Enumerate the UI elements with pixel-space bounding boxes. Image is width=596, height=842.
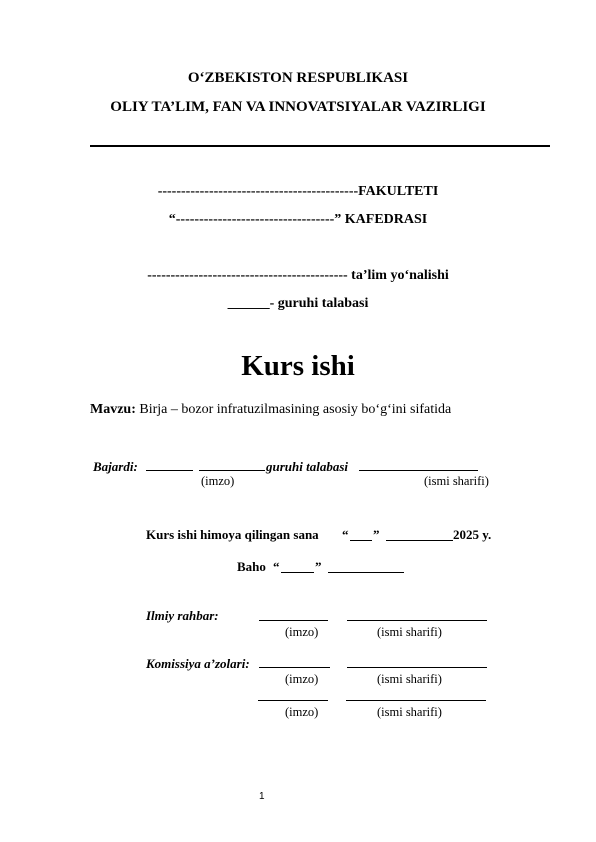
ministry-line-1: O‘ZBEKISTON RESPUBLIKASI [187, 70, 409, 86]
direction-line: ------------------------------------------- ta’lim yo‘nalishi [147, 268, 449, 283]
supervisor-name-blank [347, 620, 487, 621]
faculty-line: -------------------------------------------FAKULTETI [157, 184, 439, 199]
commission-sign-blank-2 [258, 700, 328, 701]
supervisor-name-caption: (ismi sharifi) [377, 625, 442, 639]
header-divider [90, 145, 550, 147]
commission-name-blank-1 [347, 667, 487, 668]
grade-value-blank [281, 572, 314, 573]
grade-quote-open: “ [273, 559, 280, 574]
defense-day-blank [350, 540, 372, 541]
commission-name-caption-2: (ismi sharifi) [377, 705, 442, 719]
commission-name-caption-1: (ismi sharifi) [377, 672, 442, 686]
executor-sign-caption: (imzo) [201, 474, 235, 488]
supervisor-sign-caption: (imzo) [285, 625, 319, 639]
page-number: 1 [259, 791, 265, 802]
topic-label: Mavzu: [90, 402, 136, 417]
commission-sign-caption-2: (imzo) [285, 705, 319, 719]
grade-label: Baho [237, 559, 266, 574]
topic-value: Birja – bozor infratuzilmasining asosiy bo‘g‘ini sifatida [135, 402, 452, 417]
commission-sign-blank-1 [259, 667, 330, 668]
defense-month-blank [386, 540, 453, 541]
grade-words-blank [328, 572, 404, 573]
grade-quote-close: ” [315, 559, 322, 574]
topic-line [90, 402, 451, 418]
executor-group-label: guruhi talabasi [266, 459, 349, 474]
supervisor-sign-blank [259, 620, 328, 621]
department-line: “----------------------------------” KAFEDRASI [168, 212, 428, 227]
defense-quote-close: ” [373, 527, 380, 542]
defense-text: Kurs ishi himoya qilingan sana [146, 527, 319, 542]
executor-label: Bajardi: [93, 459, 138, 474]
supervisor-label: Ilmiy rahbar: [146, 608, 219, 623]
executor-blank-1 [146, 470, 193, 471]
group-line [0, 296, 596, 312]
executor-group-blank [199, 470, 265, 471]
group-suffix: - guruhi talabasi [269, 296, 369, 311]
commission-name-blank-2 [346, 700, 486, 701]
defense-year: 2025 y. [453, 527, 492, 542]
executor-name-blank [359, 470, 478, 471]
executor-name-caption: (ismi sharifi) [424, 474, 489, 488]
group-blank: ______ [227, 296, 270, 311]
commission-sign-caption-1: (imzo) [285, 672, 319, 686]
ministry-line-2: OLIY TA’LIM, FAN VA INNOVATSIYALAR VAZIRLIGI [110, 99, 486, 115]
document-title: Kurs ishi [241, 350, 355, 382]
commission-label: Komissiya a’zolari: [146, 656, 250, 671]
defense-quote-open: “ [342, 527, 349, 542]
